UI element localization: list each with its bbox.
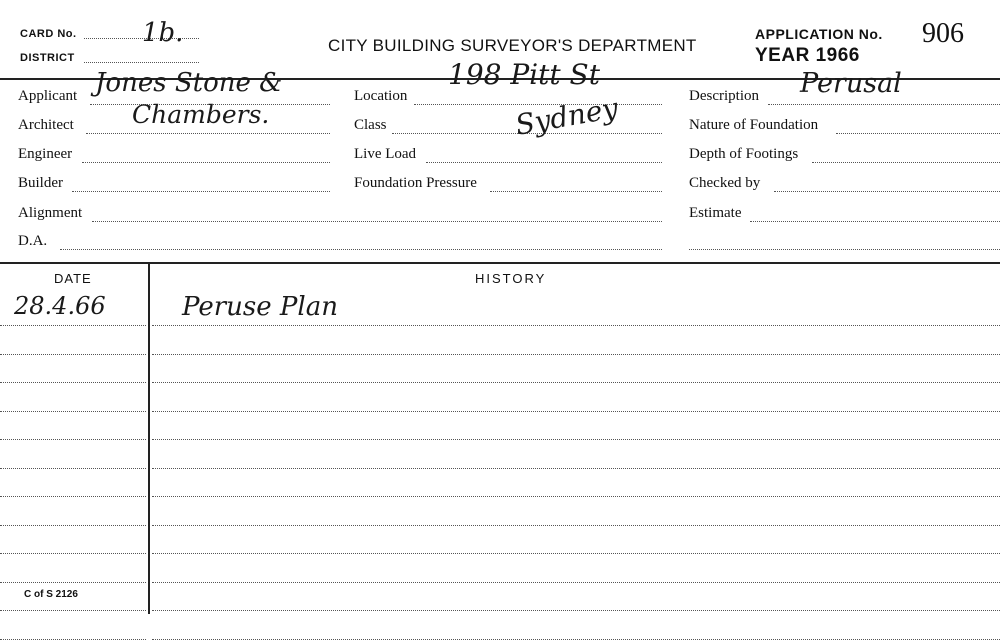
history-text-line <box>152 582 1000 583</box>
history-date-line <box>0 468 146 469</box>
description-value: Perusal <box>800 68 902 99</box>
description-line <box>768 104 1000 105</box>
history-entry-text: Peruse Plan <box>182 292 338 322</box>
foundation-pressure-line <box>490 191 662 192</box>
location-label: Location <box>354 88 408 104</box>
history-rule <box>0 262 1000 264</box>
applicant-label: Applicant <box>18 88 78 104</box>
location-value-continued: Sydney <box>512 91 621 142</box>
history-entry-date: 28.4.66 <box>14 292 106 320</box>
date-column-divider <box>148 264 150 614</box>
live-load-line <box>426 162 662 163</box>
alignment-line <box>92 221 662 222</box>
form-code: C of S 2126 <box>24 589 78 600</box>
depth-of-footings-line <box>812 162 1000 163</box>
history-text-line <box>152 439 1000 440</box>
application-no-value: 906 <box>922 18 964 49</box>
history-text-line <box>152 525 1000 526</box>
history-text-line <box>152 553 1000 554</box>
district-line <box>84 62 199 63</box>
history-date-line <box>0 639 146 640</box>
checked-by-line <box>774 191 1000 192</box>
history-date-line <box>0 610 146 611</box>
live-load-label: Live Load <box>354 146 417 162</box>
history-header: HISTORY <box>475 271 547 286</box>
application-no-label: APPLICATION No. <box>755 26 883 42</box>
location-value: 198 Pitt St <box>448 58 600 91</box>
department-title: CITY BUILDING SURVEYOR'S DEPARTMENT <box>328 36 697 55</box>
engineer-line <box>82 162 330 163</box>
history-text-line <box>152 354 1000 355</box>
history-date-line <box>0 382 146 383</box>
card-no-value: 1b. <box>142 18 184 48</box>
da-label: D.A. <box>18 233 48 249</box>
history-text-line <box>152 639 1000 640</box>
year-label: YEAR 1966 <box>755 45 860 66</box>
history-text-line <box>152 496 1000 497</box>
history-date-line <box>0 553 146 554</box>
estimate-line <box>750 221 1000 222</box>
nature-of-foundation-label: Nature of Foundation <box>689 117 819 133</box>
engineer-label: Engineer <box>18 146 73 162</box>
applicant-value: Jones Stone & <box>95 68 283 98</box>
history-text-line <box>152 610 1000 611</box>
history-date-line <box>0 525 146 526</box>
description-label: Description <box>689 88 759 104</box>
builder-line <box>72 191 330 192</box>
history-text-line <box>152 325 1000 326</box>
class-label: Class <box>354 117 387 133</box>
card-no-label: CARD No. <box>20 28 77 40</box>
checked-by-label: Checked by <box>689 175 761 191</box>
history-date-line <box>0 411 146 412</box>
alignment-label: Alignment <box>18 205 83 221</box>
architect-line <box>86 133 330 134</box>
applicant-value-continued: Chambers. <box>132 100 270 129</box>
history-text-line <box>152 411 1000 412</box>
district-label: DISTRICT <box>20 52 75 64</box>
estimate-label: Estimate <box>689 205 742 221</box>
history-date-line <box>0 496 146 497</box>
history-text-line <box>152 468 1000 469</box>
builder-label: Builder <box>18 175 63 191</box>
depth-of-footings-label: Depth of Footings <box>689 146 799 162</box>
nature-of-foundation-line <box>836 133 1000 134</box>
history-date-line <box>0 582 146 583</box>
history-text-line <box>152 382 1000 383</box>
architect-label: Architect <box>18 117 74 133</box>
history-date-line <box>0 325 146 326</box>
history-date-line <box>0 439 146 440</box>
da-line <box>60 249 662 250</box>
estimate-line-2 <box>689 249 1000 250</box>
foundation-pressure-label: Foundation Pressure <box>354 175 477 191</box>
history-date-line <box>0 354 146 355</box>
date-header: DATE <box>54 271 92 286</box>
